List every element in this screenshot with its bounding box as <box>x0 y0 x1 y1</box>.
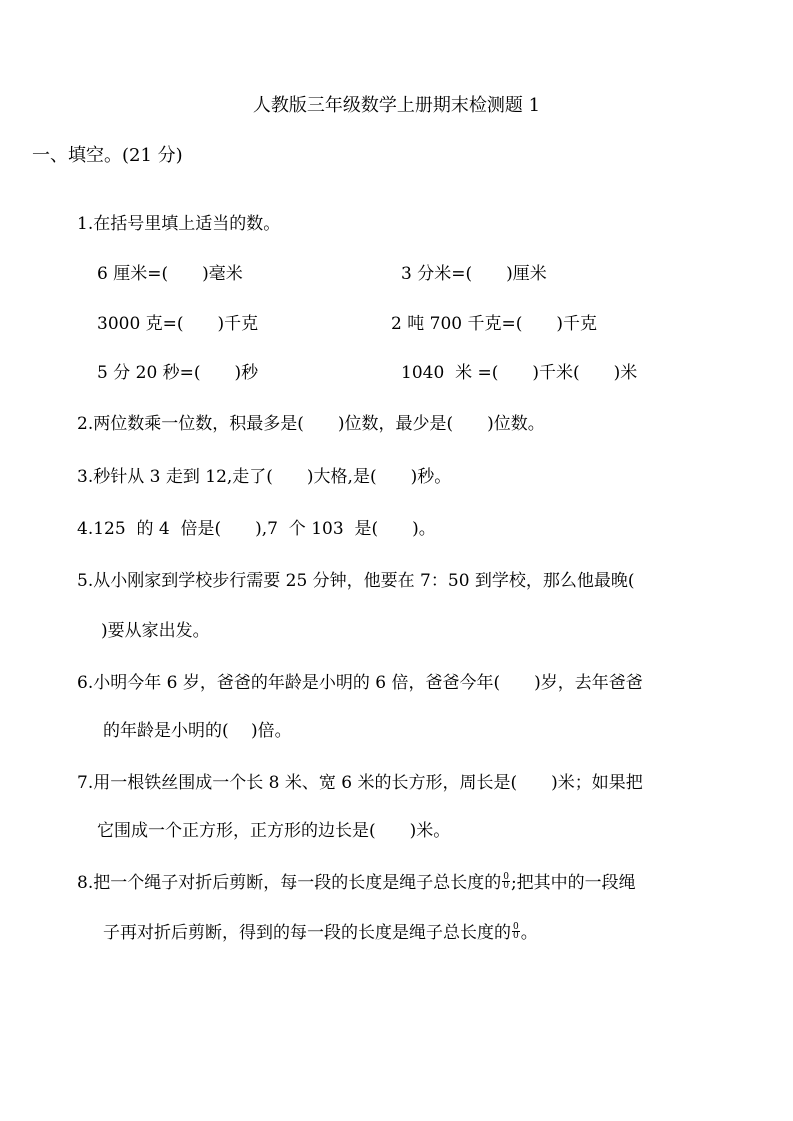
fraction-numerator: 0 <box>513 922 519 932</box>
q7-line-2: 它围成一个正方形，正方形的边长是( )米。 <box>97 821 451 841</box>
page-title: 人教版三年级数学上册期末检测题 1 <box>252 95 541 116</box>
q1-item-1b: 3 分米=( )厘米 <box>401 264 547 284</box>
fraction <box>502 873 510 890</box>
fraction-numerator: 0 <box>503 872 509 882</box>
q8-line-1-tail: ;把其中的一段绳 <box>510 873 636 893</box>
q5-line-2: )要从家出发。 <box>101 621 210 641</box>
fraction-denominator: 0 <box>503 881 509 891</box>
fraction <box>512 923 520 940</box>
fraction-denominator: 0 <box>513 931 519 941</box>
q7-line-1: 7.用一根铁丝围成一个长 8 米、宽 6 米的长方形，周长是( )米；如果把 <box>77 773 643 793</box>
q1-stem: 1.在括号里填上适当的数。 <box>77 214 281 234</box>
q6-line-2: 的年龄是小明的( )倍。 <box>103 721 292 741</box>
q8-line-2-tail: 。 <box>520 923 538 943</box>
section-heading: 一、填空。(21 分) <box>32 145 183 166</box>
q6-line-1: 6.小明今年 6 岁，爸爸的年龄是小明的 6 倍，爸爸今年( )岁，去年爸爸 <box>77 673 643 693</box>
q8-line-2-text: 子再对折后剪断，得到的每一段的长度是绳子总长度的 <box>103 923 511 943</box>
q4-text: 4.125 的 4 倍是( ),7 个 103 是( )。 <box>77 519 436 539</box>
q1-item-3a: 5 分 20 秒=( )秒 <box>97 363 259 383</box>
q1-item-1a: 6 厘米=( )毫米 <box>97 264 243 284</box>
q3-text: 3.秒针从 3 走到 12,走了( )大格,是( )秒。 <box>77 467 452 487</box>
q5-line-1: 5.从小刚家到学校步行需要 25 分钟，他要在 7：50 到学校，那么他最晚( <box>77 571 635 591</box>
q2-text: 2.两位数乘一位数，积最多是( )位数，最少是( )位数。 <box>77 414 545 434</box>
q1-item-2b: 2 吨 700 千克=( )千克 <box>391 314 597 334</box>
q1-item-2a: 3000 克=( )千克 <box>97 314 259 334</box>
q8-line-2 <box>103 923 538 943</box>
q8-line-1-text: 8.把一个绳子对折后剪断，每一段的长度是绳子总长度的 <box>77 873 502 893</box>
q1-item-3b: 1040 米 =( )千米( )米 <box>401 363 638 383</box>
q8-line-1 <box>77 873 636 893</box>
